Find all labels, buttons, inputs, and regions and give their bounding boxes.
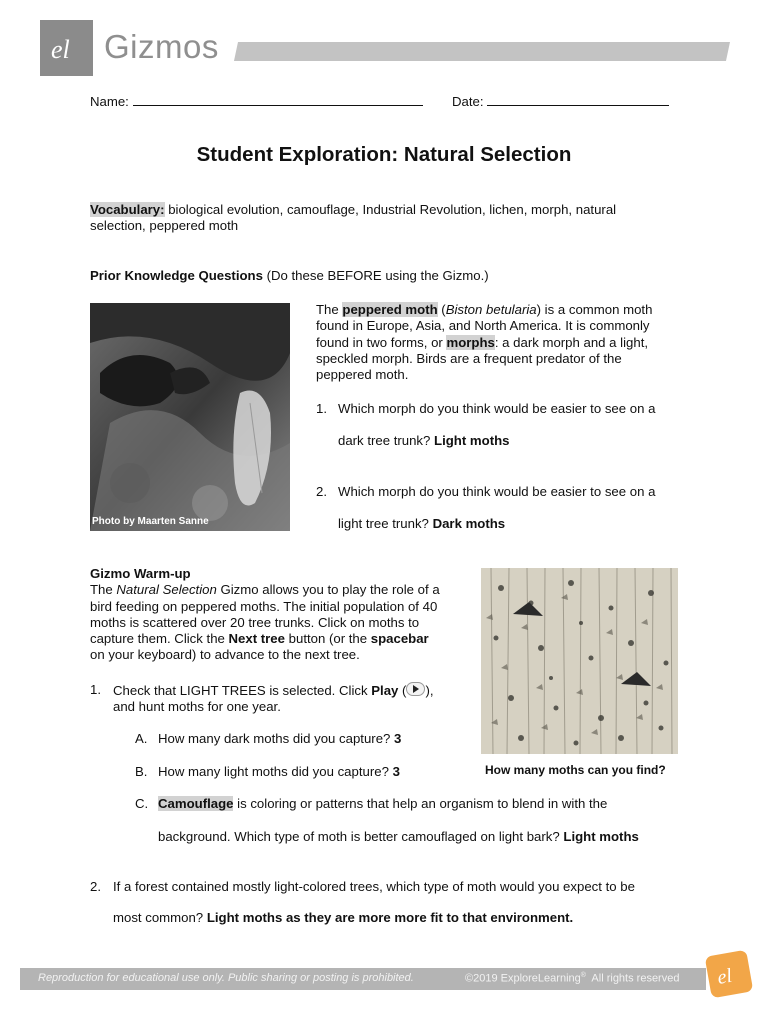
- warmup-heading: Gizmo Warm-up: [90, 566, 191, 581]
- warmup-question-1a: A. How many dark moths did you capture? 3: [135, 731, 402, 746]
- photo-credit: Photo by Maarten Sanne: [92, 516, 209, 527]
- warmup-question-1: 1. Check that LIGHT TREES is selected. Click Play ( ), and hunt moths for one year.: [90, 682, 434, 715]
- answer-q2: Light moths as they are more more fit to that environment.: [206, 910, 574, 926]
- logo-text: el: [51, 35, 70, 64]
- date-line[interactable]: [487, 93, 669, 106]
- header-bar: [234, 42, 730, 61]
- term-morphs: morphs: [446, 334, 495, 350]
- answer-dark-moths: 3: [394, 731, 402, 746]
- prior-heading-note: (Do these BEFORE using the Gizmo.): [266, 268, 489, 283]
- answer-light-moths: 3: [392, 764, 400, 779]
- name-field[interactable]: [90, 93, 423, 110]
- el-badge-icon: [705, 950, 754, 999]
- svg-text:el: el: [715, 964, 734, 989]
- footer-disclaimer: Reproduction for educational use only. Public sharing or posting is prohibited.: [38, 972, 414, 984]
- prior-question-1: 1. Which morph do you think would be easier to see on a dark tree trunk? Light moths: [316, 401, 656, 449]
- peppered-moth-photo: [90, 303, 290, 531]
- prior-answer-2: Dark moths: [432, 516, 506, 532]
- footer-copyright: ©2019 ExploreLearning® All rights reserved: [465, 972, 680, 985]
- tree-bark-moths-image: [481, 568, 678, 754]
- warmup-question-1b: B. How many light moths did you capture? 3: [135, 764, 400, 779]
- explorelearning-logo: [40, 20, 93, 76]
- prior-answer-1: Light moths: [434, 433, 510, 449]
- page-title: Student Exploration: Natural Selection: [196, 143, 572, 166]
- vocabulary-line1: biological evolution, camouflage, Industrial Revolution, lichen, morph, natural: [168, 202, 617, 217]
- vocabulary-label: Vocabulary:: [90, 202, 165, 217]
- answer-camouflage: Light moths: [563, 829, 639, 845]
- gizmo-warmup: Gizmo Warm-up The Natural Selection Gizmo allows you to play the role of a bird feeding on peppered moths. The initial population of 40 moths is scattered over 20 tree trunks. Click on moths to capture them. Click the Next tree button (or the spacebar on your keyboard) to advance to the next tree.: [90, 566, 440, 663]
- prior-knowledge-heading: [90, 268, 489, 284]
- prior-question-2: 2. Which morph do you think would be easier to see on a light tree trunk? Dark moths: [316, 484, 656, 532]
- term-camouflage: Camouflage: [158, 796, 234, 811]
- name-line[interactable]: [133, 93, 423, 106]
- gizmos-brand-title: Gizmos: [104, 28, 219, 65]
- el-logo-icon: [40, 20, 93, 76]
- vocabulary-line2: selection, peppered moth: [90, 218, 239, 234]
- explorelearning-badge: [705, 950, 754, 999]
- prior-heading-text: Prior Knowledge Questions: [90, 268, 263, 283]
- term-peppered-moth: peppered moth: [342, 302, 438, 317]
- date-label: Date:: [452, 94, 484, 109]
- warmup-question-1c: C. Camouflage is coloring or patterns that help an organism to blend in with the background. Which type of moth is better camouflaged on light bark? Light moths: [135, 796, 639, 845]
- peppered-moth-intro: The peppered moth (Biston betularia) is a common moth found in Europe, Asia, and North America. It is commonly found in two forms, or morphs: a dark morph and a light, speckled morph. Birds are a frequent predator of the peppered moth.: [316, 302, 653, 383]
- moth-image-caption: How many moths can you find?: [485, 763, 666, 777]
- moth-bark-image: [90, 303, 290, 531]
- warmup-question-2: 2. If a forest contained mostly light-colored trees, which type of moth would you expect to be most common? Light moths as they are more more fit to that environment.: [90, 879, 635, 926]
- name-label: Name:: [90, 94, 129, 109]
- vocabulary: [90, 202, 690, 235]
- moth-tree-image: [481, 568, 678, 754]
- play-icon: [406, 682, 425, 696]
- date-field[interactable]: [452, 93, 669, 110]
